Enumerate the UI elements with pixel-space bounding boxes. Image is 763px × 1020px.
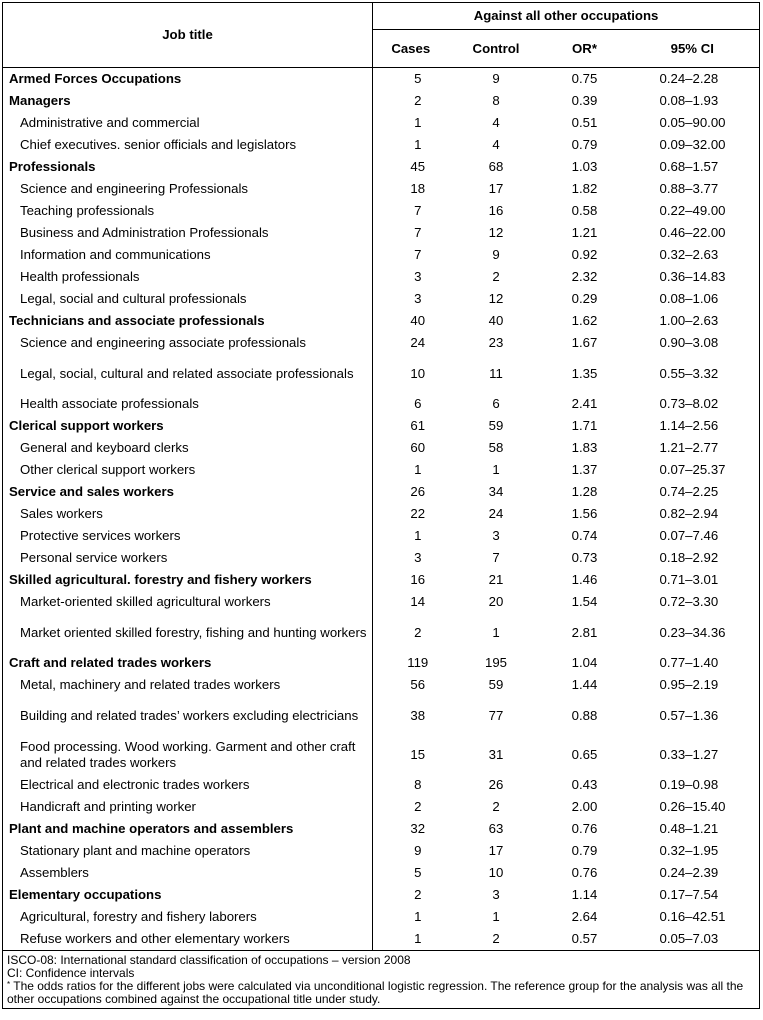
odds-ratio-cell: 2.81 xyxy=(571,624,598,640)
control-cell: 17 xyxy=(488,843,504,858)
confidence-interval-cell: 0.05–7.03 xyxy=(626,928,760,951)
cases-cell: 14 xyxy=(410,594,426,609)
job-title-cell: Managers xyxy=(3,90,373,112)
odds-ratio-cell: 1.04 xyxy=(571,655,598,670)
job-title-cell: Science and engineering Professionals xyxy=(3,178,373,200)
confidence-interval-cell: 0.72–3.30 xyxy=(626,591,760,613)
job-title-cell: Electrical and electronic trades workers xyxy=(3,774,373,796)
odds-ratio-cell: 1.37 xyxy=(571,462,598,477)
job-title-cell: General and keyboard clerks xyxy=(3,437,373,459)
job-title-cell: Building and related trades’ workers excluding electricians xyxy=(3,696,373,735)
odds-ratio-cell: 0.79 xyxy=(571,137,598,152)
table-row-subcategory xyxy=(3,674,760,696)
table-row-subcategory xyxy=(3,862,760,884)
odds-ratio-cell: 1.46 xyxy=(571,572,598,587)
cases-cell: 56 xyxy=(410,677,426,692)
control-cell: 1 xyxy=(492,462,500,477)
cases-cell: 1 xyxy=(414,462,422,477)
confidence-interval-cell: 0.24–2.28 xyxy=(626,68,760,91)
cases-cell: 2 xyxy=(414,93,422,108)
cases-cell: 1 xyxy=(414,137,422,152)
control-cell: 23 xyxy=(488,335,504,350)
job-title-cell: Metal, machinery and related trades workers xyxy=(3,674,373,696)
table-row-subcategory xyxy=(3,613,760,652)
control-cell: 16 xyxy=(488,203,504,218)
control-cell: 34 xyxy=(488,484,504,499)
occupation-odds-table xyxy=(2,2,760,1009)
odds-ratio-cell: 0.51 xyxy=(571,115,598,130)
job-title-cell: Handicraft and printing worker xyxy=(3,796,373,818)
cases-cell: 60 xyxy=(410,440,426,455)
confidence-interval-cell: 0.18–2.92 xyxy=(626,547,760,569)
control-cell: 1 xyxy=(492,624,500,640)
confidence-interval-cell: 1.21–2.77 xyxy=(626,437,760,459)
confidence-interval-cell: 0.88–3.77 xyxy=(626,178,760,200)
odds-ratio-cell: 0.73 xyxy=(571,550,598,565)
table-row-subcategory xyxy=(3,459,760,481)
cases-cell: 40 xyxy=(410,313,426,328)
confidence-interval-cell: 0.07–7.46 xyxy=(626,525,760,547)
control-cell: 9 xyxy=(492,71,500,86)
odds-ratio-cell: 1.82 xyxy=(571,181,598,196)
job-title-cell: Clerical support workers xyxy=(3,415,373,437)
job-title-cell: Professionals xyxy=(3,156,373,178)
control-cell: 59 xyxy=(488,418,504,433)
table-row-subcategory xyxy=(3,503,760,525)
table-row-category xyxy=(3,652,760,674)
job-title-cell: Legal, social, cultural and related associate professionals xyxy=(3,354,373,393)
table-row-category xyxy=(3,90,760,112)
control-cell: 1 xyxy=(492,909,500,924)
header-job-title: Job title xyxy=(3,3,373,68)
control-cell: 6 xyxy=(492,396,500,411)
control-cell: 12 xyxy=(488,225,504,240)
confidence-interval-cell: 0.32–2.63 xyxy=(626,244,760,266)
cases-cell: 1 xyxy=(414,528,422,543)
table-row-subcategory xyxy=(3,222,760,244)
job-title-cell: Chief executives. senior officials and legislators xyxy=(3,134,373,156)
cases-cell: 22 xyxy=(410,506,426,521)
cases-cell: 24 xyxy=(410,335,426,350)
occupation-odds-table-container xyxy=(2,2,759,1009)
header-group-against-all: Against all other occupations xyxy=(373,3,760,30)
cases-cell: 9 xyxy=(414,843,422,858)
table-row-category xyxy=(3,310,760,332)
job-title-cell: Sales workers xyxy=(3,503,373,525)
odds-ratio-cell: 1.44 xyxy=(571,677,598,692)
confidence-interval-cell: 0.33–1.27 xyxy=(626,735,760,774)
odds-ratio-cell: 1.28 xyxy=(571,484,598,499)
control-cell: 4 xyxy=(492,137,500,152)
job-title-cell: Craft and related trades workers xyxy=(3,652,373,674)
table-row-subcategory xyxy=(3,525,760,547)
job-title-cell: Health professionals xyxy=(3,266,373,288)
table-row-subcategory xyxy=(3,244,760,266)
footnote-or xyxy=(7,980,755,1006)
job-title-cell: Protective services workers xyxy=(3,525,373,547)
cases-cell: 6 xyxy=(414,396,422,411)
odds-ratio-cell: 1.67 xyxy=(571,335,598,350)
odds-ratio-cell: 0.76 xyxy=(571,821,598,836)
control-cell: 9 xyxy=(492,247,500,262)
cases-cell: 5 xyxy=(414,71,422,86)
confidence-interval-cell: 1.00–2.63 xyxy=(626,310,760,332)
odds-ratio-cell: 2.32 xyxy=(571,269,598,284)
cases-cell: 3 xyxy=(414,269,422,284)
job-title-cell: Market-oriented skilled agricultural workers xyxy=(3,591,373,613)
job-title-cell: Elementary occupations xyxy=(3,884,373,906)
cases-cell: 16 xyxy=(410,572,426,587)
control-cell: 195 xyxy=(484,655,507,670)
confidence-interval-cell: 0.68–1.57 xyxy=(626,156,760,178)
cases-cell: 2 xyxy=(414,887,422,902)
control-cell: 8 xyxy=(492,93,500,108)
job-title-cell: Science and engineering associate professionals xyxy=(3,332,373,354)
confidence-interval-cell: 0.57–1.36 xyxy=(626,696,760,735)
odds-ratio-cell: 0.74 xyxy=(571,528,598,543)
odds-ratio-cell: 2.00 xyxy=(571,799,598,814)
job-title-cell: Teaching professionals xyxy=(3,200,373,222)
control-cell: 2 xyxy=(449,928,544,951)
job-title-cell: Other clerical support workers xyxy=(3,459,373,481)
header-control: Control xyxy=(449,30,544,68)
header-ci: 95% CI xyxy=(626,30,760,68)
cases-cell: 1 xyxy=(373,928,449,951)
table-row-category xyxy=(3,68,760,91)
confidence-interval-cell: 0.23–34.36 xyxy=(626,613,760,652)
job-title-cell: Plant and machine operators and assemblers xyxy=(3,818,373,840)
control-cell: 63 xyxy=(488,821,504,836)
confidence-interval-cell: 0.32–1.95 xyxy=(626,840,760,862)
cases-cell: 7 xyxy=(414,225,422,240)
odds-ratio-cell: 0.43 xyxy=(571,777,598,792)
confidence-interval-cell: 0.73–8.02 xyxy=(626,393,760,415)
cases-cell: 15 xyxy=(410,746,426,762)
cases-cell: 45 xyxy=(410,159,426,174)
odds-ratio-cell: 0.58 xyxy=(571,203,598,218)
cases-cell: 119 xyxy=(407,655,429,670)
confidence-interval-cell: 0.24–2.39 xyxy=(626,862,760,884)
control-cell: 7 xyxy=(492,550,500,565)
job-title-cell: Market oriented skilled forestry, fishing and hunting workers xyxy=(3,613,373,652)
control-cell: 4 xyxy=(492,115,500,130)
odds-ratio-cell: 2.64 xyxy=(571,909,598,924)
job-title-cell: Food processing. Wood working. Garment and other craft and related trades workers xyxy=(3,735,373,774)
confidence-interval-cell: 0.17–7.54 xyxy=(626,884,760,906)
table-row-category xyxy=(3,884,760,906)
table-row-subcategory xyxy=(3,696,760,735)
control-cell: 3 xyxy=(492,528,500,543)
control-cell: 10 xyxy=(488,865,504,880)
cases-cell: 32 xyxy=(410,821,426,836)
odds-ratio-cell: 2.41 xyxy=(571,396,598,411)
table-row-category xyxy=(3,818,760,840)
control-cell: 58 xyxy=(488,440,504,455)
table-row-subcategory xyxy=(3,437,760,459)
odds-ratio-cell: 0.29 xyxy=(571,291,598,306)
confidence-interval-cell: 0.16–42.51 xyxy=(626,906,760,928)
cases-cell: 7 xyxy=(414,247,422,262)
cases-cell: 2 xyxy=(414,624,422,640)
table-header xyxy=(3,3,760,68)
cases-cell: 2 xyxy=(414,799,422,814)
odds-ratio-cell: 1.35 xyxy=(571,365,598,381)
confidence-interval-cell: 0.48–1.21 xyxy=(626,818,760,840)
odds-ratio-cell: 1.21 xyxy=(571,225,598,240)
table-row-category xyxy=(3,569,760,591)
confidence-interval-cell: 0.22–49.00 xyxy=(626,200,760,222)
footnote-isco: ISCO-08: International standard classification of occupations – version 2008 xyxy=(7,953,411,967)
control-cell: 68 xyxy=(488,159,504,174)
confidence-interval-cell: 0.71–3.01 xyxy=(626,569,760,591)
confidence-interval-cell: 0.77–1.40 xyxy=(626,652,760,674)
job-title-cell: Health associate professionals xyxy=(3,393,373,415)
table-row-category xyxy=(3,156,760,178)
confidence-interval-cell: 0.19–0.98 xyxy=(626,774,760,796)
table-row-subcategory xyxy=(3,332,760,354)
table-row-subcategory xyxy=(3,178,760,200)
job-title-cell: Armed Forces Occupations xyxy=(3,68,373,91)
confidence-interval-cell: 0.05–90.00 xyxy=(626,112,760,134)
odds-ratio-cell: 1.54 xyxy=(571,594,598,609)
odds-ratio-cell: 1.62 xyxy=(571,313,598,328)
job-title-cell: Refuse workers and other elementary workers xyxy=(3,928,373,951)
odds-ratio-cell: 0.65 xyxy=(571,746,598,762)
job-title-cell: Service and sales workers xyxy=(3,481,373,503)
table-row-subcategory xyxy=(3,906,760,928)
confidence-interval-cell: 0.07–25.37 xyxy=(626,459,760,481)
confidence-interval-cell: 0.46–22.00 xyxy=(626,222,760,244)
odds-ratio-cell: 1.56 xyxy=(571,506,598,521)
table-row-subcategory xyxy=(3,591,760,613)
table-row-subcategory xyxy=(3,774,760,796)
cases-cell: 61 xyxy=(410,418,426,433)
odds-ratio-cell: 0.88 xyxy=(571,707,598,723)
confidence-interval-cell: 0.55–3.32 xyxy=(626,354,760,393)
job-title-cell: Personal service workers xyxy=(3,547,373,569)
control-cell: 21 xyxy=(488,572,504,587)
confidence-interval-cell: 1.14–2.56 xyxy=(626,415,760,437)
cases-cell: 5 xyxy=(414,865,422,880)
footnote-or-marker: * xyxy=(7,980,11,989)
control-cell: 26 xyxy=(488,777,504,792)
table-row-subcategory xyxy=(3,200,760,222)
job-title-cell: Agricultural, forestry and fishery laborers xyxy=(3,906,373,928)
odds-ratio-cell: 0.75 xyxy=(571,71,598,86)
header-or: OR* xyxy=(544,30,626,68)
odds-ratio-cell: 1.83 xyxy=(571,440,598,455)
odds-ratio-cell: 0.79 xyxy=(571,843,598,858)
table-row-subcategory xyxy=(3,796,760,818)
table-body xyxy=(3,68,760,951)
cases-cell: 26 xyxy=(410,484,426,499)
control-cell: 2 xyxy=(492,269,500,284)
confidence-interval-cell: 0.09–32.00 xyxy=(626,134,760,156)
table-footnotes xyxy=(3,951,760,1009)
job-title-cell: Business and Administration Professionals xyxy=(3,222,373,244)
control-cell: 12 xyxy=(488,291,504,306)
control-cell: 59 xyxy=(488,677,504,692)
table-row-subcategory xyxy=(3,928,760,951)
table-row-subcategory xyxy=(3,112,760,134)
cases-cell: 3 xyxy=(414,550,422,565)
odds-ratio-cell: 0.57 xyxy=(544,928,626,951)
cases-cell: 18 xyxy=(410,181,426,196)
footnote-or-text: The odds ratios for the different jobs were calculated via unconditional logistic regression. The reference group for the analysis was all the other occupations combined against the occupational title under study. xyxy=(7,979,744,1006)
cases-cell: 8 xyxy=(414,777,422,792)
confidence-interval-cell: 0.95–2.19 xyxy=(626,674,760,696)
odds-ratio-cell: 1.03 xyxy=(571,159,598,174)
table-row-category xyxy=(3,415,760,437)
control-cell: 11 xyxy=(489,365,503,381)
job-title-cell: Information and communications xyxy=(3,244,373,266)
job-title-cell: Stationary plant and machine operators xyxy=(3,840,373,862)
control-cell: 2 xyxy=(492,799,500,814)
cases-cell: 3 xyxy=(414,291,422,306)
confidence-interval-cell: 0.82–2.94 xyxy=(626,503,760,525)
cases-cell: 10 xyxy=(410,365,426,381)
cases-cell: 7 xyxy=(414,203,422,218)
table-row-subcategory xyxy=(3,547,760,569)
table-row-subcategory xyxy=(3,840,760,862)
cases-cell: 38 xyxy=(410,707,426,723)
odds-ratio-cell: 0.92 xyxy=(571,247,598,262)
confidence-interval-cell: 0.26–15.40 xyxy=(626,796,760,818)
job-title-cell: Skilled agricultural. forestry and fishery workers xyxy=(3,569,373,591)
job-title-cell: Administrative and commercial xyxy=(3,112,373,134)
odds-ratio-cell: 0.76 xyxy=(571,865,598,880)
cases-cell: 1 xyxy=(414,115,422,130)
header-cases: Cases xyxy=(373,30,449,68)
table-row-subcategory xyxy=(3,134,760,156)
job-title-cell: Technicians and associate professionals xyxy=(3,310,373,332)
table-row-subcategory xyxy=(3,288,760,310)
table-row-subcategory xyxy=(3,266,760,288)
table-row-subcategory xyxy=(3,393,760,415)
confidence-interval-cell: 0.08–1.06 xyxy=(626,288,760,310)
control-cell: 3 xyxy=(492,887,500,902)
confidence-interval-cell: 0.90–3.08 xyxy=(626,332,760,354)
job-title-cell: Legal, social and cultural professionals xyxy=(3,288,373,310)
confidence-interval-cell: 0.74–2.25 xyxy=(626,481,760,503)
footnote-ci: CI: Confidence intervals xyxy=(7,966,135,980)
table-row-subcategory xyxy=(3,354,760,393)
control-cell: 77 xyxy=(488,707,504,723)
odds-ratio-cell: 1.71 xyxy=(571,418,598,433)
control-cell: 17 xyxy=(488,181,504,196)
odds-ratio-cell: 0.39 xyxy=(571,93,598,108)
control-cell: 40 xyxy=(488,313,504,328)
job-title-cell: Assemblers xyxy=(3,862,373,884)
control-cell: 24 xyxy=(488,506,504,521)
table-row-subcategory xyxy=(3,735,760,774)
odds-ratio-cell: 1.14 xyxy=(571,887,598,902)
table-row-category xyxy=(3,481,760,503)
confidence-interval-cell: 0.08–1.93 xyxy=(626,90,760,112)
cases-cell: 1 xyxy=(414,909,422,924)
control-cell: 20 xyxy=(488,594,504,609)
confidence-interval-cell: 0.36–14.83 xyxy=(626,266,760,288)
control-cell: 31 xyxy=(488,746,504,762)
